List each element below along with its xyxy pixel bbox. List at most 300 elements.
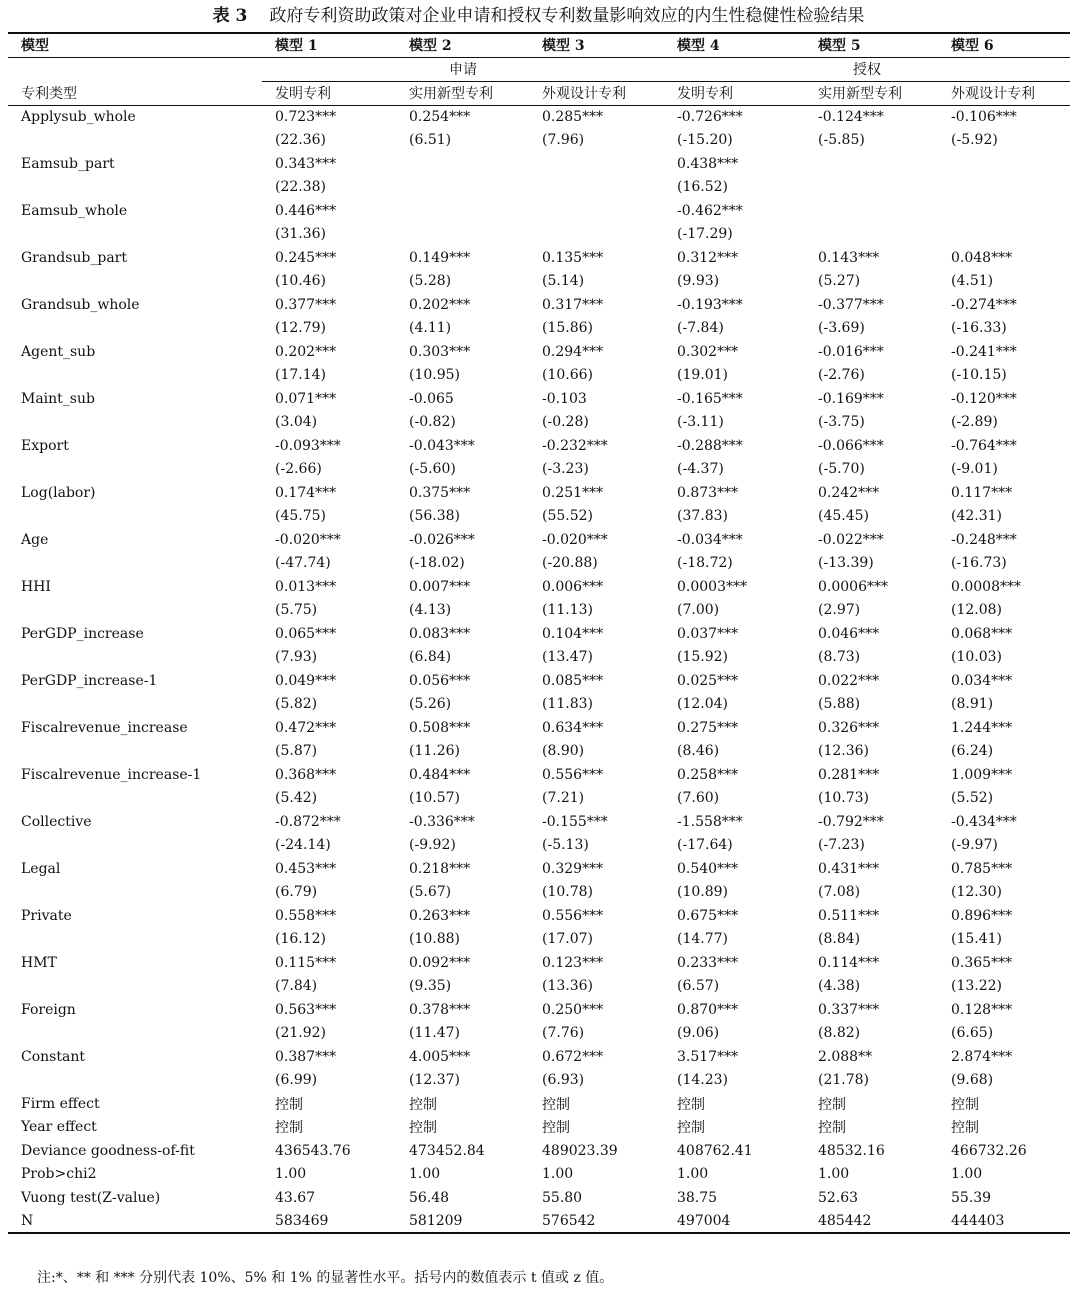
variable-name-spacer: [8, 693, 262, 717]
coefficient-cell: -0.336***: [409, 813, 475, 830]
coefficient-cell: 0.115***: [275, 954, 337, 971]
coefficient-cell: [529, 152, 664, 176]
statistic-cell: (4.11): [409, 320, 452, 337]
statistic-cell: (10.73): [818, 790, 870, 807]
footer-value: 控制: [275, 1120, 303, 1137]
coefficient-cell: 0.254***: [409, 109, 471, 125]
statistic-cell: (3.04): [275, 414, 318, 431]
coefficient-cell: -0.792***: [818, 813, 884, 830]
table-caption: [0, 4, 1077, 28]
coefficient-row: [8, 293, 1070, 317]
coefficient-cell: 0.049***: [275, 672, 337, 689]
statistic-cell: (7.84): [275, 978, 318, 995]
footer-label: Vuong test(Z-value): [21, 1189, 161, 1206]
statistic-cell: (5.75): [275, 602, 318, 619]
statistic-cell: (9.35): [409, 978, 452, 995]
statistic-cell: (7.76): [542, 1025, 585, 1042]
statistic-row: [8, 599, 1070, 623]
footer-value: 583469: [262, 1210, 396, 1234]
coefficient-row: [8, 904, 1070, 928]
statistic-cell: (7.21): [542, 790, 585, 807]
coefficient-cell: 2.088**: [818, 1048, 873, 1065]
footer-value: 1.00: [951, 1166, 983, 1183]
footer-row: [8, 1210, 1070, 1234]
coefficient-cell: -0.022***: [818, 531, 884, 548]
group-grant: 授权: [664, 57, 1070, 81]
coefficient-cell: [396, 199, 529, 223]
footer-value: 55.80: [542, 1189, 583, 1206]
coefficient-cell: 0.022***: [818, 672, 880, 689]
coefficient-cell: [938, 152, 1070, 176]
footer-value: 436543.76: [275, 1142, 351, 1159]
coefficient-cell: -0.872***: [275, 813, 341, 830]
statistic-cell: (-9.92): [409, 837, 456, 854]
statistic-cell: (15.41): [951, 931, 1003, 948]
statistic-cell: (21.78): [818, 1072, 870, 1089]
statistic-cell: (37.83): [677, 508, 729, 525]
statistic-cell: [938, 176, 1070, 200]
statistic-cell: (-24.14): [275, 837, 331, 854]
statistic-cell: (15.92): [677, 649, 729, 666]
type-label: 专利类型: [8, 81, 262, 105]
footer-value: 控制: [542, 1096, 570, 1113]
model-header: 模型 5: [805, 33, 938, 57]
statistic-cell: (11.26): [409, 743, 461, 760]
coefficient-cell: -0.020***: [542, 531, 608, 548]
statistic-row: [8, 928, 1070, 952]
footer-row: [8, 1092, 1070, 1116]
statistic-cell: (31.36): [275, 226, 327, 243]
variable-name-spacer: [8, 599, 262, 623]
statistic-cell: (13.22): [951, 978, 1003, 995]
footer-value: 1.00: [542, 1166, 574, 1183]
footer-value: 43.67: [275, 1189, 316, 1206]
coefficient-cell: -0.462***: [677, 202, 743, 219]
type-header: 实用新型专利: [805, 81, 938, 105]
coefficient-cell: -1.558***: [677, 813, 743, 830]
statistic-cell: (5.28): [409, 273, 452, 290]
coefficient-cell: 0.375***: [409, 484, 471, 501]
model-header: 模型 4: [664, 33, 805, 57]
coefficient-cell: 0.377***: [275, 296, 337, 313]
coefficient-cell: 0.785***: [951, 860, 1013, 877]
type-header: 外观设计专利: [529, 81, 664, 105]
footer-label: Prob>chi2: [21, 1166, 97, 1183]
statistic-cell: (6.99): [275, 1072, 318, 1089]
coefficient-cell: -0.193***: [677, 296, 743, 313]
footer-value: 466732.26: [951, 1142, 1027, 1159]
coefficient-cell: -0.434***: [951, 813, 1017, 830]
model-header: 模型 3: [529, 33, 664, 57]
statistic-row: [8, 693, 1070, 717]
coefficient-cell: -0.169***: [818, 390, 884, 407]
footer-value: 444403: [938, 1210, 1070, 1234]
coefficient-cell: 0.068***: [951, 625, 1013, 642]
coefficient-cell: 4.005***: [409, 1048, 471, 1065]
statistic-row: [8, 787, 1070, 811]
footer-value: 控制: [275, 1096, 303, 1113]
coefficient-cell: 0.065***: [275, 625, 337, 642]
variable-name-spacer: [8, 270, 262, 294]
coefficient-cell: 0.446***: [275, 202, 337, 219]
statistic-cell: (-18.72): [677, 555, 733, 572]
coefficient-cell: -0.066***: [818, 437, 884, 454]
statistic-cell: (7.96): [542, 132, 585, 149]
statistic-cell: (45.75): [275, 508, 327, 525]
statistic-cell: (14.77): [677, 931, 729, 948]
statistic-cell: (9.06): [677, 1025, 720, 1042]
coefficient-cell: 0.540***: [677, 860, 739, 877]
statistic-cell: [396, 223, 529, 247]
coefficient-row: [8, 998, 1070, 1022]
variable-name: Age: [21, 531, 49, 548]
coefficient-cell: 0.634***: [542, 719, 604, 736]
statistic-cell: (-17.64): [677, 837, 733, 854]
variable-name: Private: [21, 907, 72, 924]
coefficient-row: [8, 857, 1070, 881]
coefficient-cell: [529, 199, 664, 223]
model-header: 模型 1: [262, 33, 396, 57]
footer-row: [8, 1186, 1070, 1210]
coefficient-cell: -0.248***: [951, 531, 1017, 548]
statistic-cell: (7.08): [818, 884, 861, 901]
table-note: 注:*、** 和 *** 分别代表 10%、5% 和 1% 的显著性水平。括号内的数值表示 t 值或 z 值。: [37, 1270, 614, 1286]
coefficient-cell: 0.873***: [677, 484, 739, 501]
coefficient-cell: 0.143***: [818, 249, 880, 266]
statistic-row: [8, 129, 1070, 153]
statistic-cell: (-3.11): [677, 414, 724, 431]
coefficient-cell: -0.232***: [542, 437, 608, 454]
statistic-row: [8, 1022, 1070, 1046]
coefficient-cell: 0.378***: [409, 1001, 471, 1018]
statistic-cell: (5.42): [275, 790, 318, 807]
footer-row: [8, 1116, 1070, 1140]
statistic-row: [8, 552, 1070, 576]
coefficient-row: [8, 669, 1070, 693]
coefficient-cell: 0.556***: [542, 766, 604, 783]
coefficient-row: [8, 152, 1070, 176]
coefficient-cell: 0.343***: [275, 155, 337, 172]
statistic-cell: (10.95): [409, 367, 461, 384]
footer-value: 38.75: [677, 1189, 718, 1206]
statistic-cell: (4.13): [409, 602, 452, 619]
coefficient-cell: 0.083***: [409, 625, 471, 642]
statistic-cell: [529, 176, 664, 200]
coefficient-cell: -0.377***: [818, 296, 884, 313]
footer-label: N: [8, 1210, 262, 1234]
coefficient-cell: 0.675***: [677, 907, 739, 924]
coefficient-cell: 0.365***: [951, 954, 1013, 971]
coefficient-cell: 0.508***: [409, 719, 471, 736]
variable-name: Grandsub_whole: [21, 296, 140, 313]
coefficient-cell: 0.317***: [542, 296, 604, 313]
statistic-cell: (-17.29): [677, 226, 733, 243]
variable-name-spacer: [8, 176, 262, 200]
statistic-cell: (-2.89): [951, 414, 998, 431]
variable-name-spacer: [8, 975, 262, 999]
statistic-cell: (-5.85): [818, 132, 865, 149]
coefficient-cell: 0.135***: [542, 249, 604, 266]
statistic-row: [8, 834, 1070, 858]
statistic-cell: (5.88): [818, 696, 861, 713]
statistic-cell: [529, 223, 664, 247]
model-header: 模型 6: [938, 33, 1070, 57]
statistic-cell: (11.83): [542, 696, 594, 713]
coefficient-row: [8, 481, 1070, 505]
statistic-cell: (-2.66): [275, 461, 322, 478]
statistic-cell: (8.91): [951, 696, 994, 713]
variable-name-spacer: [8, 740, 262, 764]
statistic-cell: (12.79): [275, 320, 327, 337]
statistic-cell: (21.92): [275, 1025, 327, 1042]
variable-name: Export: [21, 437, 69, 454]
footer-value: 489023.39: [542, 1142, 618, 1159]
coefficient-cell: 0.104***: [542, 625, 604, 642]
statistic-row: [8, 270, 1070, 294]
statistic-cell: (2.97): [818, 602, 861, 619]
statistic-row: [8, 317, 1070, 341]
coefficient-cell: 0.092***: [409, 954, 471, 971]
coefficient-cell: 0.037***: [677, 625, 739, 642]
statistic-cell: (4.38): [818, 978, 861, 995]
statistic-cell: (10.88): [409, 931, 461, 948]
statistic-row: [8, 646, 1070, 670]
variable-name-spacer: [8, 646, 262, 670]
variable-name-spacer: [8, 411, 262, 435]
statistic-cell: (45.45): [818, 508, 870, 525]
coefficient-cell: 0.048***: [951, 249, 1013, 266]
coefficient-cell: -0.020***: [275, 531, 341, 548]
coefficient-cell: -0.016***: [818, 343, 884, 360]
coefficient-cell: 0.085***: [542, 672, 604, 689]
coefficient-cell: -0.093***: [275, 437, 341, 454]
statistic-cell: (-20.88): [542, 555, 598, 572]
footer-value: 1.00: [818, 1166, 850, 1183]
statistic-row: [8, 176, 1070, 200]
statistic-cell: (42.31): [951, 508, 1003, 525]
coefficient-cell: 0.123***: [542, 954, 604, 971]
variable-name-spacer: [8, 505, 262, 529]
coefficient-cell: 0.870***: [677, 1001, 739, 1018]
statistic-cell: (6.93): [542, 1072, 585, 1089]
footer-row: [8, 1163, 1070, 1187]
coefficient-cell: 0.034***: [951, 672, 1013, 689]
coefficient-row: [8, 763, 1070, 787]
coefficient-row: [8, 810, 1070, 834]
statistic-row: [8, 411, 1070, 435]
statistic-cell: (13.36): [542, 978, 594, 995]
coefficient-cell: -0.165***: [677, 390, 743, 407]
table-title: 政府专利资助政策对企业申请和授权专利数量影响效应的内生性稳健性检验结果: [269, 6, 865, 26]
coefficient-cell: 0.312***: [677, 249, 739, 266]
variable-name-spacer: [8, 458, 262, 482]
statistic-cell: [805, 223, 938, 247]
footer-label: Firm effect: [21, 1095, 100, 1112]
coefficient-cell: 0.0006***: [818, 578, 888, 595]
group-apply: 申请: [262, 57, 664, 81]
statistic-cell: (6.51): [409, 132, 452, 149]
model-label: 模型: [8, 33, 262, 57]
statistic-cell: (12.04): [677, 696, 729, 713]
statistic-cell: (-16.33): [951, 320, 1007, 337]
coefficient-cell: 0.245***: [275, 249, 337, 266]
statistic-cell: (22.36): [275, 132, 327, 149]
coefficient-cell: -0.288***: [677, 437, 743, 454]
statistic-cell: (19.01): [677, 367, 729, 384]
statistic-cell: (14.23): [677, 1072, 729, 1089]
coefficient-cell: 0.511***: [818, 907, 880, 924]
footer-value: 473452.84: [409, 1142, 485, 1159]
statistic-cell: (-47.74): [275, 555, 331, 572]
statistic-cell: (15.86): [542, 320, 594, 337]
coefficient-cell: 0.0008***: [951, 578, 1021, 595]
coefficient-cell: 0.233***: [677, 954, 739, 971]
statistic-cell: (-0.28): [542, 414, 589, 431]
type-header: 发明专利: [262, 81, 396, 105]
variable-name: Grandsub_part: [21, 249, 127, 266]
statistic-cell: (12.36): [818, 743, 870, 760]
statistic-cell: (16.52): [677, 179, 729, 196]
footer-value: 52.63: [818, 1189, 859, 1206]
variable-name-spacer: [8, 364, 262, 388]
statistic-cell: (-7.84): [677, 320, 724, 337]
statistic-cell: (8.82): [818, 1025, 861, 1042]
variable-name-spacer: [8, 787, 262, 811]
coefficient-cell: 0.013***: [275, 578, 337, 595]
statistic-cell: (10.46): [275, 273, 327, 290]
header-row-types: [8, 81, 1070, 105]
statistic-cell: (-2.76): [818, 367, 865, 384]
coefficient-cell: 0.263***: [409, 907, 471, 924]
coefficient-cell: 0.337***: [818, 1001, 880, 1018]
coefficient-cell: 0.149***: [409, 249, 471, 266]
variable-name: PerGDP_increase-1: [21, 672, 158, 689]
coefficient-cell: -0.726***: [677, 109, 743, 125]
statistic-cell: (5.87): [275, 743, 318, 760]
variable-name-spacer: [8, 129, 262, 153]
statistic-cell: (6.79): [275, 884, 318, 901]
coefficient-cell: 0.285***: [542, 109, 604, 125]
statistic-cell: (6.24): [951, 743, 994, 760]
statistic-cell: (6.84): [409, 649, 452, 666]
statistic-row: [8, 223, 1070, 247]
statistic-cell: (12.08): [951, 602, 1003, 619]
coefficient-row: [8, 199, 1070, 223]
footer-value: 控制: [677, 1096, 705, 1113]
variable-name-spacer: [8, 834, 262, 858]
footer-value: 控制: [409, 1096, 437, 1113]
table-body: [8, 105, 1070, 1233]
coefficient-cell: 0.294***: [542, 343, 604, 360]
statistic-cell: [938, 223, 1070, 247]
coefficient-cell: 0.242***: [818, 484, 880, 501]
type-header: 外观设计专利: [938, 81, 1070, 105]
variable-name: Fiscalrevenue_increase-1: [21, 766, 202, 783]
coefficient-row: [8, 716, 1070, 740]
footer-value: 48532.16: [818, 1142, 885, 1159]
coefficient-cell: 0.281***: [818, 766, 880, 783]
statistic-cell: (55.52): [542, 508, 594, 525]
footer-value: 1.00: [275, 1166, 307, 1183]
footer-value: 581209: [396, 1210, 529, 1234]
statistic-cell: (5.26): [409, 696, 452, 713]
coefficient-cell: 0.007***: [409, 578, 471, 595]
coefficient-cell: [805, 199, 938, 223]
footer-value: 控制: [818, 1096, 846, 1113]
coefficient-cell: -0.274***: [951, 296, 1017, 313]
variable-name: Eamsub_whole: [21, 202, 128, 219]
coefficient-cell: 0.472***: [275, 719, 337, 736]
statistic-row: [8, 364, 1070, 388]
type-header: 实用新型专利: [396, 81, 529, 105]
coefficient-cell: 0.025***: [677, 672, 739, 689]
footer-label: Deviance goodness-of-fit: [21, 1142, 195, 1159]
coefficient-cell: 0.558***: [275, 907, 337, 924]
footer-value: 1.00: [677, 1166, 709, 1183]
variable-name-spacer: [8, 223, 262, 247]
coefficient-cell: -0.026***: [409, 531, 475, 548]
statistic-cell: (22.38): [275, 179, 327, 196]
coefficient-row: [8, 951, 1070, 975]
coefficient-cell: 1.244***: [951, 719, 1013, 736]
variable-name: Foreign: [21, 1001, 76, 1018]
statistic-cell: (-9.01): [951, 461, 998, 478]
coefficient-cell: -0.241***: [951, 343, 1017, 360]
variable-name: Constant: [21, 1048, 85, 1065]
statistic-cell: (-3.69): [818, 320, 865, 337]
coefficient-cell: 0.326***: [818, 719, 880, 736]
coefficient-row: [8, 105, 1070, 129]
statistic-cell: (9.68): [951, 1072, 994, 1089]
statistic-cell: (-9.97): [951, 837, 998, 854]
coefficient-cell: 0.258***: [677, 766, 739, 783]
variable-name-spacer: [8, 928, 262, 952]
statistic-cell: (8.73): [818, 649, 861, 666]
regression-table: [8, 32, 1070, 1234]
coefficient-cell: 0.250***: [542, 1001, 604, 1018]
header-row-models: [8, 33, 1070, 57]
footer-value: 485442: [805, 1210, 938, 1234]
coefficient-cell: 0.202***: [409, 296, 471, 313]
statistic-cell: (11.13): [542, 602, 594, 619]
statistic-cell: (9.93): [677, 273, 720, 290]
statistic-cell: (-5.60): [409, 461, 456, 478]
statistic-cell: (5.14): [542, 273, 585, 290]
variable-name-spacer: [8, 317, 262, 341]
statistic-cell: (-7.23): [818, 837, 865, 854]
footer-label: Year effect: [21, 1119, 97, 1136]
coefficient-row: [8, 434, 1070, 458]
statistic-row: [8, 505, 1070, 529]
coefficient-cell: 0.484***: [409, 766, 471, 783]
coefficient-cell: 0.128***: [951, 1001, 1013, 1018]
coefficient-cell: 3.517***: [677, 1048, 739, 1065]
coefficient-row: [8, 1045, 1070, 1069]
coefficient-cell: -0.120***: [951, 390, 1017, 407]
footer-value: 56.48: [409, 1189, 450, 1206]
statistic-cell: (56.38): [409, 508, 461, 525]
footer-value: 控制: [542, 1120, 570, 1137]
footer-value: 497004: [664, 1210, 805, 1234]
coefficient-cell: 0.251***: [542, 484, 604, 501]
coefficient-cell: 0.563***: [275, 1001, 337, 1018]
coefficient-cell: 0.896***: [951, 907, 1013, 924]
footer-value: 576542: [529, 1210, 664, 1234]
footer-value: 控制: [409, 1120, 437, 1137]
coefficient-row: [8, 575, 1070, 599]
statistic-cell: (-10.15): [951, 367, 1007, 384]
footer-value: 55.39: [951, 1189, 992, 1206]
